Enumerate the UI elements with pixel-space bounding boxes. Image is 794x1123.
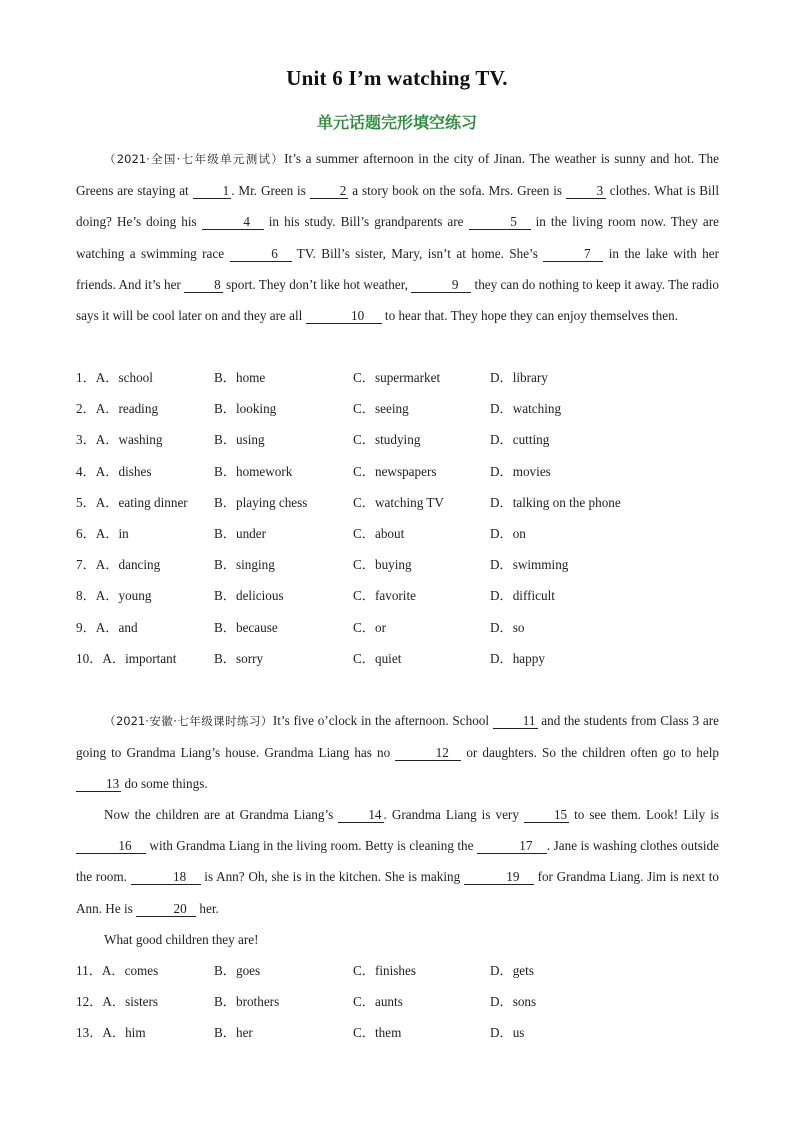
question-7-c: C．buying [353, 557, 412, 573]
question-row [76, 549, 719, 580]
passage-text: for Grandma Liang. Jim is next to Ann. He is [76, 869, 720, 916]
passage-text: . Jane is washing clothes outside the room. [76, 838, 719, 885]
question-3-d: D．cutting [490, 432, 550, 448]
question-4-a: 4．A．dishes [76, 463, 152, 479]
passage-text: sport. They don’t like hot weather, [222, 276, 412, 292]
passage-text: It’s a summer afternoon in the city of Jinan. The weather is sunny and hot. The Greens are staying at [76, 151, 720, 199]
question-2-c: C．seeing [353, 401, 409, 417]
question-row [76, 580, 719, 611]
question-6-b: B．under [214, 525, 267, 541]
question-11-c: C．finishes [353, 963, 417, 978]
question-11-d: D．gets [490, 963, 534, 978]
question-13-a: 13．A．him [76, 1025, 146, 1041]
question-12-c: C．aunts [353, 994, 403, 1010]
passage-text: a story book on the sofa. Mrs. Green is [348, 183, 566, 199]
question-row [76, 518, 719, 549]
blank-12: 12 [395, 745, 461, 761]
blank-3: 3 [566, 183, 606, 199]
passage-text: to see them. Look! Lily is [569, 807, 719, 822]
question-3-a: 3．A．washing [76, 432, 163, 448]
question-11-a: 11．A．comes [76, 963, 159, 978]
passage-2-paragraph-3: What good children they are! [104, 932, 259, 947]
page-subtitle: 单元话题完形填空练习 [316, 113, 477, 132]
blank-8: 8 [184, 277, 223, 293]
passage-text: and the students from Class 3 are going to Grandma Liang’s house. Grandma Liang has no [76, 713, 719, 761]
blank-13: 13 [76, 776, 121, 792]
question-row [76, 643, 719, 674]
passage-text: . Mr. Green is [231, 183, 310, 199]
question-8-c: C．favorite [353, 588, 416, 604]
question-12-d: D．sons [490, 994, 537, 1010]
question-1-b: B．home [214, 370, 266, 385]
question-1-a: 1．A．school [76, 370, 153, 385]
blank-18: 18 [131, 869, 201, 885]
blank-15: 15 [524, 807, 569, 823]
question-3-b: B．using [214, 432, 265, 448]
passage-1 [76, 143, 719, 331]
passage-text: is Ann? Oh, she is in the kitchen. She is making [200, 869, 464, 885]
blank-9: 9 [411, 277, 471, 293]
question-4-c: C．newspapers [353, 463, 437, 479]
blank-16: 16 [76, 838, 146, 854]
question-row [76, 955, 719, 986]
question-13-d: D．us [490, 1025, 525, 1041]
passage-text: to hear that. They hope they can enjoy themselves then. [381, 308, 678, 324]
passage-text: in his study. Bill’s grandparents are [263, 214, 469, 230]
blank-10: 10 [306, 308, 382, 324]
question-12-b: B．brothers [214, 994, 280, 1010]
question-row [76, 612, 719, 643]
question-8-d: D．difficult [490, 588, 555, 604]
passage-2 [76, 705, 719, 800]
question-9-c: C．or [353, 619, 386, 635]
question-5-c: C．watching TV [353, 494, 444, 510]
question-row [76, 393, 719, 424]
blank-20: 20 [136, 901, 196, 917]
passage-text: clothes. What is Bill doing? He’s doing his [76, 183, 719, 230]
question-row [76, 362, 719, 393]
question-2-d: D．watching [490, 401, 562, 417]
passage-2-paragraph-2 [76, 799, 719, 924]
question-row [76, 424, 719, 455]
passage-text: . Grandma Liang is very [383, 807, 524, 822]
blank-7: 7 [543, 246, 603, 262]
options-group-2 [76, 955, 719, 1049]
blank-4: 4 [202, 214, 264, 230]
blank-2: 2 [310, 183, 349, 199]
passage-text: they can do nothing to keep it away. The radio says it will be cool later on and they are all [76, 276, 719, 324]
passage-text: in the lake with her friends. And it’s her [76, 245, 719, 292]
question-12-a: 12．A．sisters [76, 994, 159, 1010]
blank-6: 6 [230, 246, 292, 262]
passage-text: do some things. [121, 776, 208, 792]
question-10-d: D．happy [490, 650, 545, 666]
question-10-b: B．sorry [214, 650, 264, 666]
passage-text: or daughters. So the children often go to help [461, 745, 719, 761]
passage-text: in the living room now. They are watching a swimming race [76, 214, 720, 261]
question-row [76, 986, 719, 1017]
question-7-b: B．singing [214, 557, 275, 573]
question-2-b: B．looking [214, 401, 277, 417]
question-4-d: D．movies [490, 463, 551, 479]
options-group-1 [76, 362, 719, 674]
question-9-d: D．so [490, 619, 525, 635]
blank-11: 11 [493, 713, 538, 729]
question-6-a: 6．A．in [76, 525, 129, 541]
question-10-a: 10．A．important [76, 650, 177, 666]
passage-text: TV. Bill’s sister, Mary, isn’t at home. She’s [291, 245, 544, 261]
question-1-d: D．library [490, 370, 548, 385]
question-9-b: B．because [214, 619, 278, 635]
question-8-b: B．delicious [214, 588, 284, 604]
passage-text: with Grandma Liang in the living room. Betty is cleaning the [146, 838, 477, 854]
blank-1: 1 [193, 183, 232, 199]
blank-19: 19 [464, 869, 534, 885]
question-3-c: C．studying [353, 432, 421, 448]
question-row [76, 1017, 719, 1048]
question-7-a: 7．A．dancing [76, 557, 161, 573]
question-5-d: D．talking on the phone [490, 494, 621, 510]
question-13-b: B．her [214, 1025, 253, 1041]
question-row [76, 487, 719, 518]
question-10-c: C．quiet [353, 650, 402, 666]
passage-text: Now the children are at Grandma Liang’s [104, 807, 339, 822]
passage-text: It’s five o’clock in the afternoon. School [272, 713, 493, 728]
question-7-d: D．swimming [490, 557, 569, 573]
passage-1-source: （2021·全国·七年级单元测试） [104, 152, 285, 166]
passage-2-source: （2021·安徽·七年级课时练习） [104, 714, 273, 728]
question-8-a: 8．A．young [76, 588, 152, 604]
question-row [76, 456, 719, 487]
question-13-c: C．them [353, 1025, 402, 1041]
question-5-b: B．playing chess [214, 494, 308, 510]
question-1-c: C．supermarket [353, 370, 441, 385]
question-6-c: C．about [353, 525, 405, 541]
blank-14: 14 [338, 807, 383, 823]
blank-17: 17 [477, 838, 547, 854]
question-6-d: D．on [490, 525, 526, 541]
page-title: Unit 6 I’m watching TV. [286, 66, 508, 90]
blank-5: 5 [469, 214, 531, 230]
passage-text: her. [196, 900, 219, 916]
question-9-a: 9．A．and [76, 619, 138, 635]
question-11-b: B．goes [214, 963, 261, 978]
question-2-a: 2．A．reading [76, 401, 159, 417]
question-4-b: B．homework [214, 463, 293, 479]
question-5-a: 5．A．eating dinner [76, 494, 188, 510]
